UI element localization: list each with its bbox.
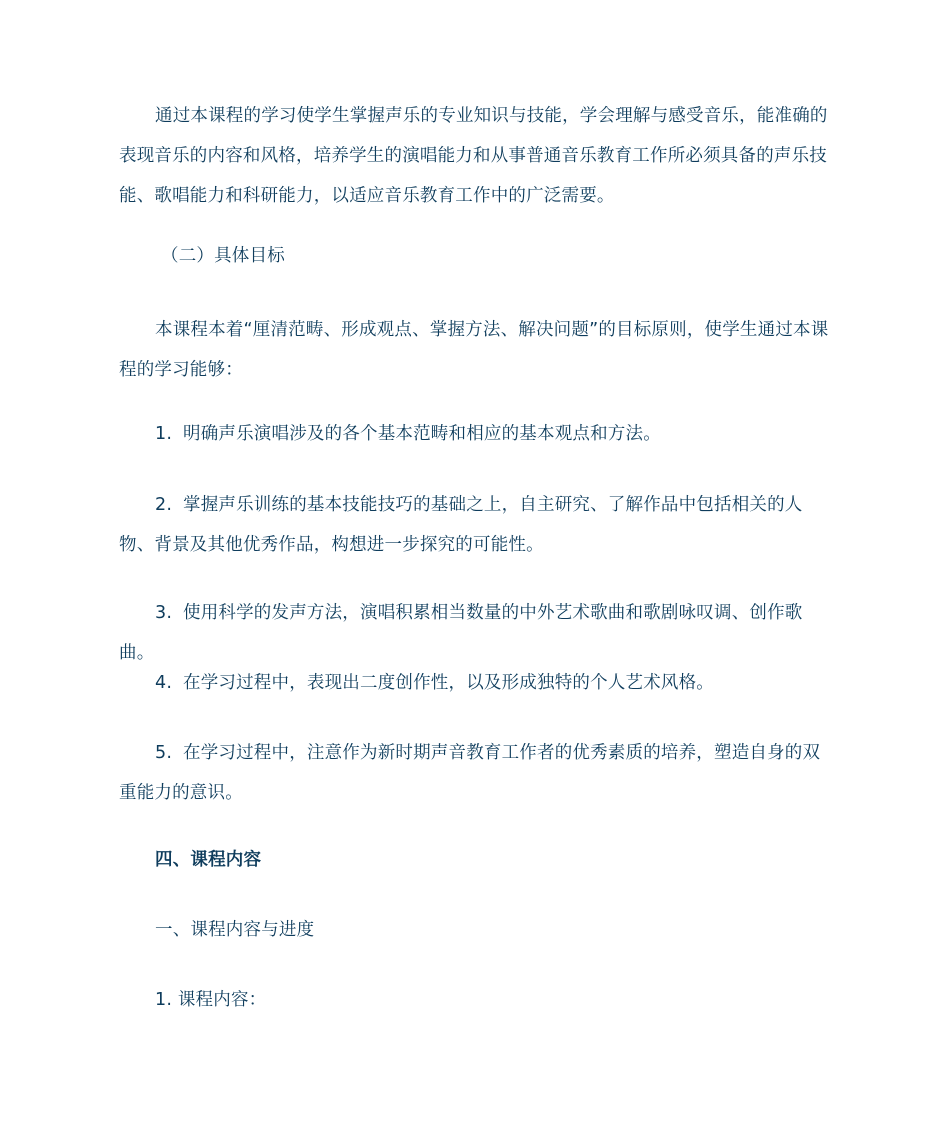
goal-item-3 [119, 593, 829, 673]
goal-number: 2. [155, 495, 173, 515]
subheading-specific-goals: （二）具体目标 [161, 246, 285, 266]
paragraph-intro: 通过本课程的学习使学生掌握声乐的专业知识与技能，学会理解与感受音乐，能准确的表现音乐的内容和风格，培养学生的演唱能力和从事普通音乐教育工作所必须具备的声乐技能、歌唱能力和科研能力，以适应音乐教育工作中的广泛需要。 [119, 106, 828, 206]
goal-text: 明确声乐演唱涉及的各个基本范畴和相应的基本观点和方法。 [183, 424, 661, 444]
section-heading-course-content: 四、课程内容 [155, 850, 262, 870]
goal-item-5 [119, 733, 829, 813]
goal-number: 5. [155, 743, 173, 763]
goal-text: 掌握声乐训练的基本技能技巧的基础之上，自主研究、了解作品中包括相关的人物、背景及其他优秀作品，构想进一步探究的可能性。 [119, 495, 803, 555]
goal-number: 3. [155, 603, 173, 623]
goal-item-1 [119, 414, 829, 454]
goal-item-2 [119, 485, 829, 565]
goal-item-4 [119, 663, 829, 703]
list-item-course-content: 1. 课程内容： [155, 990, 267, 1010]
goal-text: 在学习过程中，表现出二度创作性，以及形成独特的个人艺术风格。 [183, 673, 714, 693]
subsection-heading-content-progress: 一、课程内容与进度 [155, 920, 315, 940]
paragraph-principle: 本课程本着“厘清范畴、形成观点、掌握方法、解决问题”的目标原则，使学生通过本课程的学习能够： [119, 320, 829, 380]
goal-number: 4. [155, 673, 173, 693]
goal-number: 1. [155, 424, 173, 444]
goal-text: 使用科学的发声方法，演唱积累相当数量的中外艺术歌曲和歌剧咏叹调、创作歌曲。 [119, 603, 803, 663]
goal-text: 在学习过程中，注意作为新时期声音教育工作者的优秀素质的培养，塑造自身的双重能力的意识。 [119, 743, 821, 803]
